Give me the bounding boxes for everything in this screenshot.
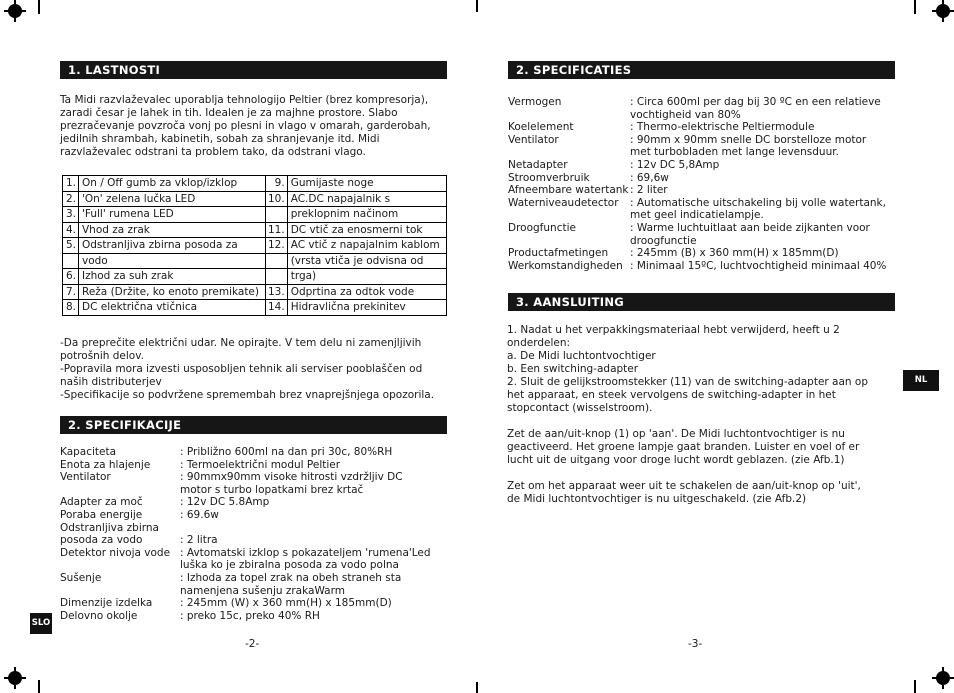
feature-cell: AC.DC napajalnik s <box>287 191 446 207</box>
crop-mark-top-left <box>38 0 40 14</box>
spec-label: Kapaciteta <box>60 446 117 458</box>
spec-row <box>508 184 886 197</box>
feature-cell: 11. <box>266 222 288 238</box>
spec-row <box>508 260 886 273</box>
spec-row <box>508 121 886 134</box>
feature-cell: trga) <box>287 269 446 285</box>
feature-cell: 8. <box>63 300 79 316</box>
intro-line: prezračevanje povzroča vonj po plesni in vlago v omarah, garderobah, <box>60 120 431 132</box>
spec-label <box>60 585 180 598</box>
feature-cell: vodo <box>79 253 266 269</box>
spec-label: Sušenje <box>60 571 102 584</box>
feature-cell: Odstranljiva zbirna posoda za <box>79 238 266 254</box>
features-table <box>62 175 447 316</box>
spec-row <box>508 197 886 210</box>
spec-label <box>508 109 630 122</box>
spec-row <box>60 572 431 585</box>
spec-label: Netadapter <box>508 158 568 171</box>
spec-row <box>508 134 886 147</box>
feature-cell: On / Off gumb za vklop/izklop <box>79 176 266 192</box>
spec-value: : Termoelektrični modul Peltier <box>180 458 341 471</box>
feature-row <box>63 269 447 285</box>
spec-label: Droogfunctie <box>508 221 576 234</box>
connection-line: lucht uit de uitgang voor droge lucht wordt geblazen. (zie Afb.1) <box>507 454 845 466</box>
feature-cell: preklopnim načinom <box>287 207 446 223</box>
spec-row <box>60 547 431 560</box>
feature-cell: 'Full' rumena LED <box>79 207 266 223</box>
note-line: -Popravila mora izvesti usposobljen tehnik ali serviser pooblaščen od <box>60 363 423 375</box>
spec-row <box>60 496 431 509</box>
feature-cell: 7. <box>63 284 79 300</box>
feature-cell: 1. <box>63 176 79 192</box>
connection-line: stopcontact (wisselstroom). <box>507 402 653 414</box>
spec-value: namenjena sušenju zrakaWarm <box>180 584 345 597</box>
specs-list-nl <box>508 96 886 272</box>
spec-value: : 90mmx90mm visoke hitrosti vzdržljiv DC <box>180 471 403 484</box>
spec-value: luška ko je zbiralna posoda za vodo polna <box>180 559 399 572</box>
spec-row <box>508 96 886 109</box>
spec-value: : preko 15c, preko 40% RH <box>180 609 320 622</box>
spec-value: : Izhoda za topel zrak na obeh straneh sta <box>180 571 402 584</box>
spec-label <box>60 559 180 572</box>
page-number-right: -3- <box>688 638 703 650</box>
spec-value: met geel indicatielampje. <box>630 209 764 222</box>
feature-cell <box>266 253 288 269</box>
spec-label: Werkomstandigheden <box>508 259 623 272</box>
feature-row <box>63 191 447 207</box>
note-line: naših distributerjev <box>60 376 162 388</box>
feature-cell: Izhod za suh zrak <box>79 269 266 285</box>
intro-line: Ta Midi razvlaževalec uporablja tehnologijo Peltier (brez kompresorja), <box>60 94 429 106</box>
spec-label: Delovno okolje <box>60 609 138 622</box>
spec-label: Detektor nivoja vode <box>60 546 171 559</box>
spec-value: : 2 litra <box>180 534 218 547</box>
registration-mark-bottom-left <box>4 667 26 689</box>
feature-cell: (vrsta vtiča je odvisna od <box>287 253 446 269</box>
spec-value: : 245mm (W) x 360 mm(H) x 185mm(D) <box>180 597 392 610</box>
spec-row <box>508 209 886 222</box>
feature-row <box>63 300 447 316</box>
feature-cell: 14. <box>266 300 288 316</box>
spec-value: : 69.6w <box>180 508 219 521</box>
spec-label: Vermogen <box>508 96 562 108</box>
connection-line: Zet de aan/uit-knop (1) op 'aan'. De Midi luchtontvochtiger is nu <box>507 428 845 440</box>
spec-row <box>508 159 886 172</box>
feature-cell: Odprtina za odtok vode <box>287 284 446 300</box>
spec-row <box>60 446 431 459</box>
spec-row <box>60 585 431 598</box>
feature-row <box>63 222 447 238</box>
spec-value: : Warme luchtuitlaat aan beide zijkanten voor <box>630 221 870 234</box>
feature-cell: 5. <box>63 238 79 254</box>
connection-line: geactiveerd. Het groene lampje gaat branden. Luister en voel of er <box>507 441 860 453</box>
spec-row <box>60 471 431 484</box>
language-tab-slo: SLO <box>30 613 52 634</box>
registration-mark-top-left <box>4 0 26 22</box>
feature-cell: 'On' zelena lučka LED <box>79 191 266 207</box>
spec-value: : Avtomatski izklop s pokazateljem 'rumena'Led <box>180 546 431 559</box>
spec-label: Poraba energije <box>60 508 143 521</box>
feature-row <box>63 238 447 254</box>
specs-list-sl <box>60 446 431 622</box>
spec-label: Waterniveaudetector <box>508 196 619 209</box>
crop-mark-top-center <box>476 0 478 12</box>
spec-row <box>508 109 886 122</box>
spec-label: Ventilator <box>60 471 111 484</box>
feature-row <box>63 176 447 192</box>
feature-cell <box>266 269 288 285</box>
intro-paragraph <box>60 94 431 159</box>
crop-mark-bottom-center <box>476 682 478 693</box>
spec-label: Enota za hlajenje <box>60 458 151 471</box>
spec-value: : Circa 600ml per dag bij 30 ºC en een relatieve <box>630 96 881 108</box>
connection-line <box>507 467 868 480</box>
spec-label: Afneembare watertank <box>508 184 629 197</box>
spec-value: : 69,6w <box>630 171 669 184</box>
feature-cell: DC električna vtičnica <box>79 300 266 316</box>
spec-row <box>60 534 431 547</box>
spec-row <box>508 222 886 235</box>
spec-row <box>60 459 431 472</box>
connection-line: a. De Midi luchtontvochtiger <box>507 350 656 362</box>
connection-line: b. Een switching-adapter <box>507 363 639 375</box>
feature-cell <box>63 253 79 269</box>
spec-row <box>508 247 886 260</box>
registration-mark-top-right <box>932 0 954 22</box>
page-number-left: -2- <box>245 638 260 650</box>
spec-label: Koelelement <box>508 121 574 134</box>
crop-mark-bottom-left <box>38 680 40 693</box>
spec-label <box>508 235 630 248</box>
connection-instructions <box>507 324 868 506</box>
intro-line: razvlaževalec odstrani ta problem tako, da odstrani vlago. <box>60 146 366 158</box>
note-line: potrošnih delov. <box>60 350 144 362</box>
spec-value: met turbobladen met lange levensduur. <box>630 146 839 159</box>
intro-line: zaradi česar je lahek in tih. Idealen je za majhne prostore. Slabo <box>60 107 398 119</box>
spec-label <box>60 484 180 497</box>
connection-line: de Midi luchtontvochtiger is nu uitgeschakeld. (zie Afb.2) <box>507 493 807 505</box>
section-heading-specifikacije: 2. SPECIFIKACIJE <box>60 416 447 434</box>
spec-label: Productafmetingen <box>508 247 609 260</box>
spec-value: : 12v DC 5,8Amp <box>630 158 720 171</box>
spec-label: posoda za vodo <box>60 534 143 547</box>
spec-label: Dimenzije izdelka <box>60 597 153 610</box>
spec-label: Stroomverbruik <box>508 171 590 184</box>
connection-line: onderdelen: <box>507 337 571 349</box>
spec-value: droogfunctie <box>630 234 697 247</box>
feature-row <box>63 207 447 223</box>
feature-cell: DC vtič za enosmerni tok <box>287 222 446 238</box>
spec-value: : Thermo-elektrische Peltiermodule <box>630 121 815 134</box>
notes-paragraph <box>60 337 434 402</box>
spec-value: : 245mm (B) x 360 mm(H) x 185mm(D) <box>630 247 839 260</box>
feature-cell: 10. <box>266 191 288 207</box>
connection-line: 1. Nadat u het verpakkingsmateriaal hebt verwijderd, heeft u 2 <box>507 324 840 336</box>
feature-cell: 4. <box>63 222 79 238</box>
spec-row <box>60 484 431 497</box>
spec-row <box>60 509 431 522</box>
feature-cell: 6. <box>63 269 79 285</box>
spec-row <box>508 172 886 185</box>
feature-cell: 3. <box>63 207 79 223</box>
feature-cell: 13. <box>266 284 288 300</box>
feature-cell: 9. <box>266 176 288 192</box>
intro-line: jedilnih shrambah, kabinetih, sobah za shranjevanje itd. Midi <box>60 133 380 145</box>
spec-row <box>508 146 886 159</box>
connection-line: het apparaat, en steek vervolgens de switching-adapter in het <box>507 389 836 401</box>
feature-row <box>63 253 447 269</box>
feature-cell: 12. <box>266 238 288 254</box>
spec-label: Ventilator <box>508 133 559 146</box>
connection-line: 2. Sluit de gelijkstroomstekker (11) van de switching-adapter aan op <box>507 376 869 388</box>
crop-mark-top-right <box>914 0 916 14</box>
language-tab-nl: NL <box>903 370 939 391</box>
feature-cell: Reža (Držite, ko enoto premikate) <box>79 284 266 300</box>
section-heading-specificaties: 2. SPECIFICATIES <box>508 61 895 79</box>
section-heading-aansluiting: 3. AANSLUITING <box>508 293 895 311</box>
section-heading-lastnosti: 1. LASTNOSTI <box>60 61 447 79</box>
spec-value: vochtigheid van 80% <box>630 108 741 121</box>
note-line: -Specifikacije so podvržene spremembah brez vnaprejšnjega opozorila. <box>60 389 435 401</box>
spec-row <box>60 597 431 610</box>
spec-value: motor s turbo lopatkami brez krtač <box>180 483 364 496</box>
spec-value: : 90mm x 90mm snelle DC borstelloze motor <box>630 133 867 146</box>
connection-line: Zet om het apparaat weer uit te schakelen de aan/uit-knop op 'uit', <box>507 480 861 492</box>
note-line: -Da preprečite električni udar. Ne opirajte. V tem delu ni zamenjljivih <box>60 337 422 349</box>
feature-cell: Hidravlična prekinitev <box>287 300 446 316</box>
spec-value: : Približno 600ml na dan pri 30c, 80%RH <box>180 446 393 458</box>
spec-label: Adapter za moč <box>60 496 143 509</box>
spec-label <box>508 209 630 222</box>
feature-cell: Gumijaste noge <box>287 176 446 192</box>
spec-value: : 2 liter <box>630 184 668 197</box>
spec-row <box>508 235 886 248</box>
connection-line <box>507 415 868 428</box>
feature-cell: Vhod za zrak <box>79 222 266 238</box>
spec-row <box>60 522 431 535</box>
feature-row <box>63 284 447 300</box>
registration-mark-bottom-right <box>932 667 954 689</box>
feature-cell: AC vtič z napajalnim kablom <box>287 238 446 254</box>
spec-value: : Minimaal 15ºC, luchtvochtigheid minimaal 40% <box>630 259 887 272</box>
feature-cell <box>266 207 288 223</box>
spec-value: : Automatische uitschakeling bij volle watertank, <box>630 196 886 209</box>
spec-value: : 12v DC 5.8Amp <box>180 496 270 509</box>
spec-row <box>60 610 431 623</box>
crop-mark-bottom-right <box>914 680 916 693</box>
feature-cell: 2. <box>63 191 79 207</box>
spec-label: Odstranljiva zbirna <box>60 521 159 534</box>
spec-label <box>508 146 630 159</box>
spec-row <box>60 559 431 572</box>
